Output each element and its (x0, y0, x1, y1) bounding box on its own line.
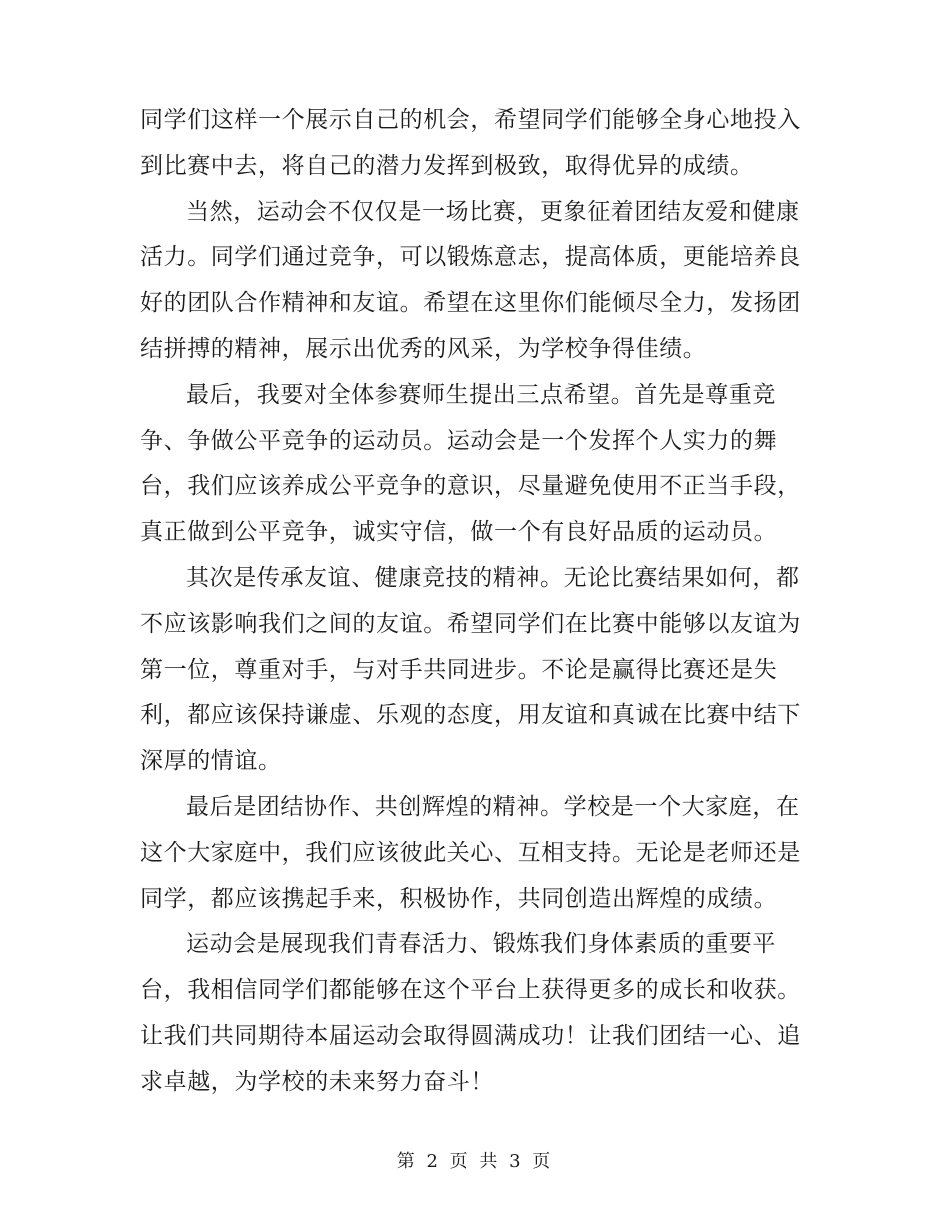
paragraph (140, 98, 800, 190)
page-number-footer: 第 2 页 共 3 页 (396, 1151, 554, 1172)
text-line: 不应该影响我们之间的友谊。希望同学们在比赛中能够以友谊为 (140, 610, 801, 637)
text-line: 利，都应该保持谦虚、乐观的态度，用友谊和真诚在比赛中结下 (140, 702, 801, 729)
text-line: 争、争做公平竞争的运动员。运动会是一个发挥个人实力的舞 (140, 427, 778, 454)
text-line: 其次是传承友谊、健康竞技的精神。无论比赛结果如何，都 (186, 564, 800, 591)
text-line: 第一位，尊重对手，与对手共同进步。不论是赢得比赛还是失 (140, 656, 778, 683)
text-line: 深厚的情谊。 (140, 748, 282, 775)
text-line: 到比赛中去，将自己的潜力发挥到极致，取得优异的成绩。 (140, 152, 754, 179)
text-line: 最后，我要对全体参赛师生提出三点希望。首先是尊重竞 (186, 381, 776, 408)
text-line: 求卓越，为学校的未来努力奋斗！ (140, 1068, 494, 1095)
text-line: 让我们共同期待本届运动会取得圆满成功！让我们团结一心、追 (140, 1022, 801, 1049)
text-line: 台，我们应该养成公平竞争的意识，尽量避免使用不正当手段， (140, 473, 801, 500)
text-line: 台，我相信同学们都能够在这个平台上获得更多的成长和收获。 (140, 977, 801, 1004)
text-line: 同学们这样一个展示自己的机会，希望同学们能够全身心地投入 (140, 107, 801, 133)
text-line: 运动会是展现我们青春活力、锻炼我们身体素质的重要平 (186, 931, 776, 958)
paragraph (140, 785, 800, 922)
paragraph (140, 556, 800, 785)
text-line: 当然，运动会不仅仅是一场比赛，更象征着团结友爱和健康 (186, 198, 800, 225)
text-line: 这个大家庭中，我们应该彼此关心、互相支持。无论是老师还是 (140, 839, 801, 866)
text-line: 活力。同学们通过竞争，可以锻炼意志，提高体质，更能培养良 (140, 244, 801, 271)
text-line: 真正做到公平竞争，诚实守信，做一个有良好品质的运动员。 (140, 519, 778, 546)
text-line: 结拼搏的精神，展示出优秀的风采，为学校争得佳绩。 (140, 335, 707, 362)
paragraph (140, 922, 800, 1105)
text-line: 好的团队合作精神和友谊。希望在这里你们能倾尽全力，发扬团 (140, 290, 801, 317)
paragraph (140, 373, 800, 556)
paragraph (140, 190, 800, 373)
text-line: 最后是团结协作、共创辉煌的精神。学校是一个大家庭，在 (186, 793, 800, 820)
text-line: 同学，都应该携起手来，积极协作，共同创造出辉煌的成绩。 (140, 885, 778, 912)
document-body (140, 98, 800, 1106)
